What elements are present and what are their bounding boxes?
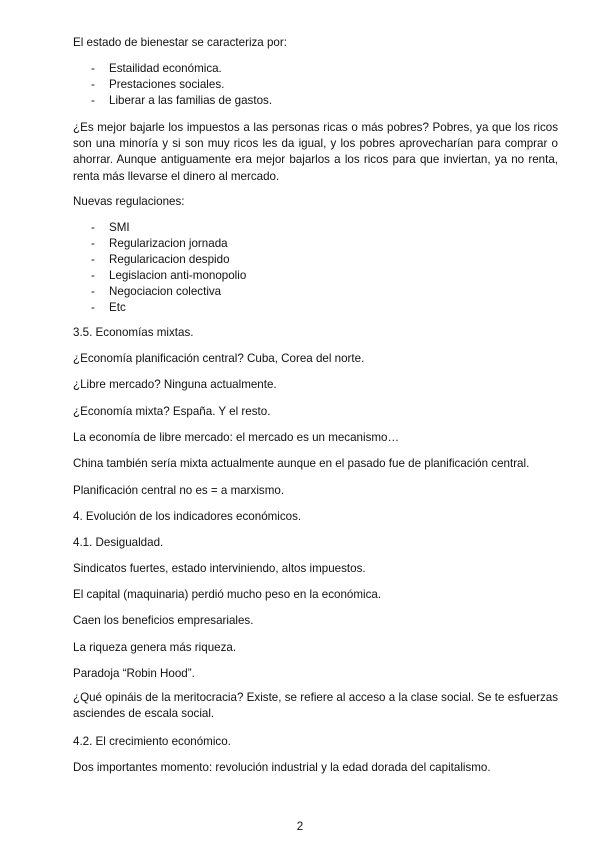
list-dash: -	[91, 94, 95, 107]
list-dash: -	[91, 221, 95, 234]
list-dash: -	[91, 269, 95, 282]
list-item: Regularizacion jornada	[109, 237, 228, 250]
list-item: Regularicacion despido	[109, 253, 230, 266]
list-item: Prestaciones sociales.	[109, 78, 225, 91]
text-line: ¿Libre mercado? Ninguna actualmente.	[73, 378, 277, 391]
intro-text: El estado de bienestar se caracteriza por:	[73, 36, 287, 49]
list-dash: -	[91, 301, 95, 314]
list-dash: -	[91, 253, 95, 266]
taxes-paragraph: ¿Es mejor bajarle los impuestos a las personas ricas o más pobres? Pobres, ya que los ricos son una minoría y si son muy ricos les da igual, y los pobres aprovecharían para comprar o ahorrar. Aunque antiguamente era mejor bajarlos a los ricos para que inviertan, ya no renta, renta más llevarse el dinero al mercado.	[73, 121, 558, 183]
text-line: China también sería mixta actualmente aunque en el pasado fue de planificación central.	[73, 457, 530, 470]
section-heading-growth: 4.2. El crecimiento económico.	[73, 735, 231, 748]
text-line: Planificación central no es = a marxismo.	[73, 484, 285, 497]
list-item: Negociacion colectiva	[109, 285, 222, 298]
text-line: Sindicatos fuertes, estado interviniendo, altos impuestos.	[73, 562, 366, 575]
list-dash: -	[91, 62, 95, 75]
text-line: ¿Economía planificación central? Cuba, Corea del norte.	[73, 352, 365, 365]
section-heading-mixed-economies: 3.5. Economías mixtas.	[73, 326, 194, 339]
regulations-heading: Nuevas regulaciones:	[73, 195, 185, 208]
section-heading-indicators: 4. Evolución de los indicadores económicos.	[73, 510, 302, 523]
list-dash: -	[91, 237, 95, 250]
text-line: Dos importantes momento: revolución industrial y la edad dorada del capitalismo.	[73, 761, 491, 774]
list-item: Liberar a las familias de gastos.	[109, 94, 273, 107]
list-item: Estailidad económica.	[109, 62, 222, 75]
list-item: SMI	[109, 221, 130, 234]
text-line: La economía de libre mercado: el mercado es un mecanismo…	[73, 431, 400, 444]
text-line: Caen los beneficios empresariales.	[73, 614, 254, 627]
page-number: 2	[296, 820, 304, 833]
text-line: ¿Economía mixta? España. Y el resto.	[73, 405, 271, 418]
list-dash: -	[91, 285, 95, 298]
list-item: Etc	[109, 301, 126, 314]
section-heading-inequality: 4.1. Desigualdad.	[73, 536, 164, 549]
meritocracy-paragraph: ¿Qué opináis de la meritocracia? Existe, se refiere al acceso a la clase social. Se te esfuerzas asciendes de escala social.	[73, 691, 558, 721]
list-dash: -	[91, 78, 95, 91]
text-line: Paradoja “Robin Hood”.	[73, 667, 195, 680]
text-line: El capital (maquinaria) perdió mucho peso en la económica.	[73, 588, 382, 601]
list-item: Legislacion anti-monopolio	[109, 269, 247, 282]
text-line: La riqueza genera más riqueza.	[73, 641, 237, 654]
